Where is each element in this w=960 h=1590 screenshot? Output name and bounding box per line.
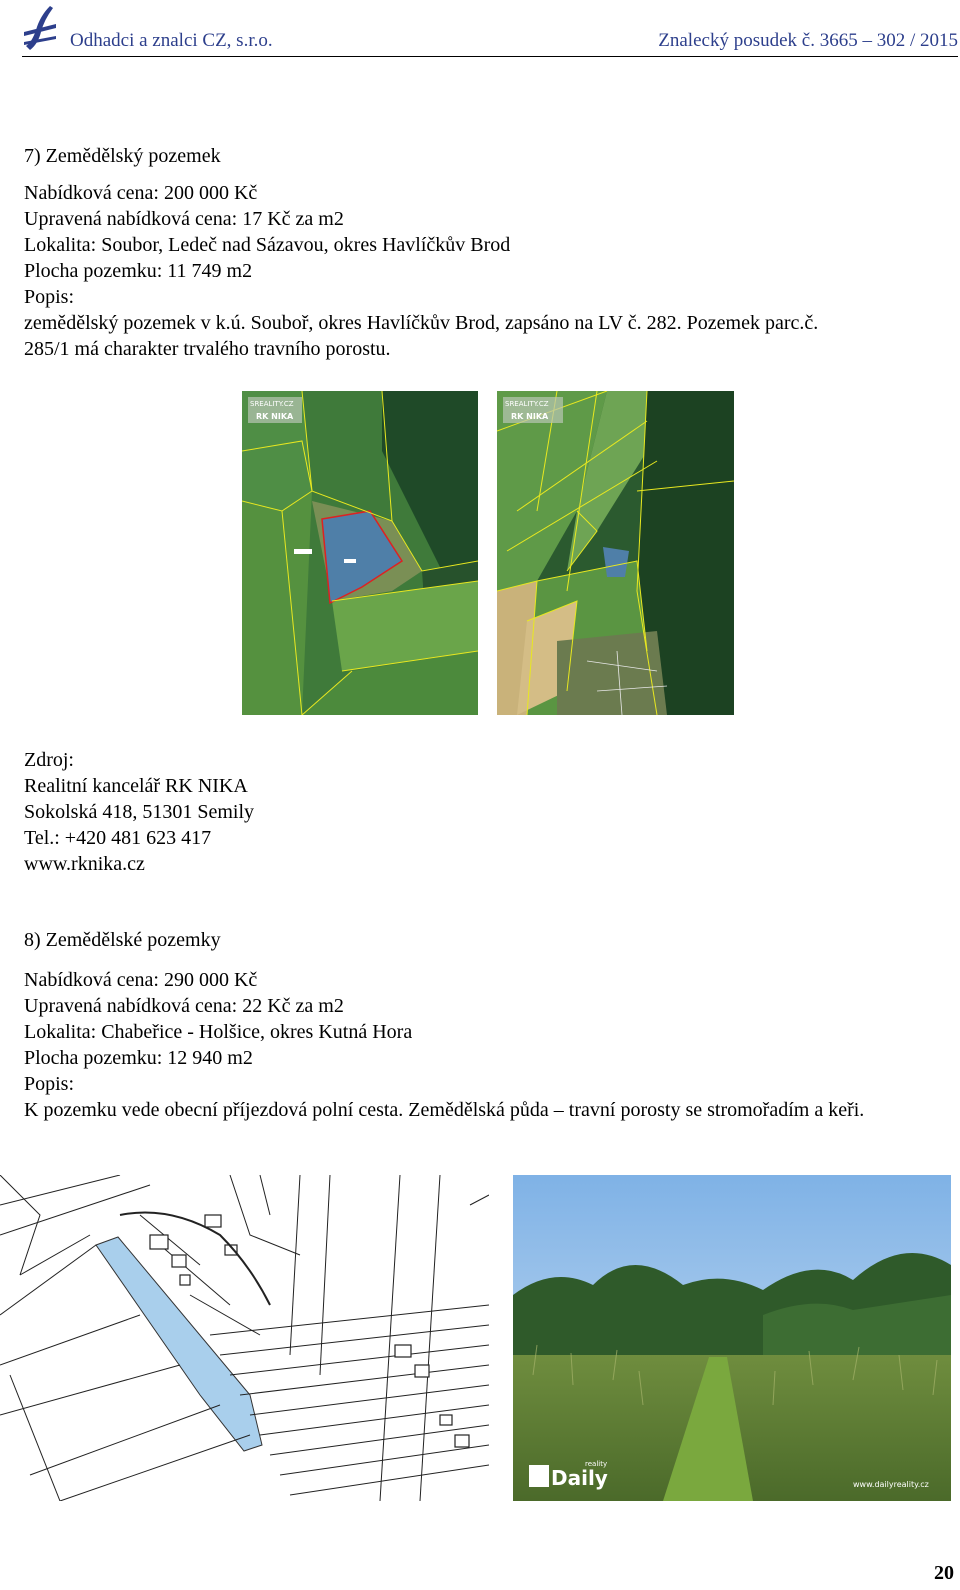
source-web: www.rknika.cz xyxy=(24,853,145,875)
source-label: Zdroj: xyxy=(24,749,74,771)
listing-7-area: Plocha pozemku: 11 749 m2 xyxy=(24,260,253,282)
listing-7-title: 7) Zemědělský pozemek xyxy=(24,145,221,167)
listing-8-meadow-photo xyxy=(513,1175,951,1501)
photo-url: www.dailyreality.cz xyxy=(853,1480,929,1489)
listing-7-location: Lokalita: Soubor, Ledeč nad Sázavou, okres Havlíčkův Brod xyxy=(24,234,511,256)
listing-7-price: Nabídková cena: 200 000 Kč xyxy=(24,182,258,204)
listing-7-aerial-map-overview xyxy=(497,391,734,715)
source-agency: Realitní kancelář RK NIKA xyxy=(24,775,248,797)
map-watermark-agency: RK NIKA xyxy=(256,412,294,421)
map-watermark: SREALITY.CZ xyxy=(505,400,549,408)
listing-7-aerial-map-detail xyxy=(242,391,478,715)
map-watermark: SREALITY.CZ xyxy=(250,400,294,408)
listing-7-desc-label: Popis: xyxy=(24,286,75,308)
listing-8-price: Nabídková cena: 290 000 Kč xyxy=(24,969,258,991)
listing-8-title: 8) Zemědělské pozemky xyxy=(24,929,221,951)
source-phone: Tel.: +420 481 623 417 xyxy=(24,827,212,849)
listing-8-adjusted-price: Upravená nabídková cena: 22 Kč za m2 xyxy=(24,995,344,1017)
map-watermark-agency: RK NIKA xyxy=(511,412,549,421)
report-number: Znalecký posudek č. 3665 – 302 / 2015 xyxy=(658,30,958,51)
page-number: 20 xyxy=(934,1562,954,1584)
page-header xyxy=(22,0,958,57)
listing-8-location: Lokalita: Chabeřice - Holšice, okres Kutná Hora xyxy=(24,1021,413,1043)
listing-7-adjusted-price: Upravená nabídková cena: 17 Kč za m2 xyxy=(24,208,344,230)
photo-logo: Daily xyxy=(551,1466,608,1490)
listing-7-desc-line2: 285/1 má charakter trvalého travního porostu. xyxy=(24,338,391,360)
listing-8-cadastral-map xyxy=(0,1175,489,1501)
listing-7-desc-line1: zemědělský pozemek v k.ú. Souboř, okres Havlíčkův Brod, zapsáno na LV č. 282. Pozemek parc.č. xyxy=(24,312,819,334)
photo-logo-sup: reality xyxy=(585,1460,608,1468)
listing-8-desc-label: Popis: xyxy=(24,1073,75,1095)
company-logo-icon xyxy=(22,2,58,52)
listing-8-description: K pozemku vede obecní příjezdová polní cesta. Zemědělská půda – travní porosty se stromořadím a keři. xyxy=(24,1099,865,1121)
company-name: Odhadci a znalci CZ, s.r.o. xyxy=(70,30,273,51)
listing-8-area: Plocha pozemku: 12 940 m2 xyxy=(24,1047,253,1069)
source-address: Sokolská 418, 51301 Semily xyxy=(24,801,255,823)
